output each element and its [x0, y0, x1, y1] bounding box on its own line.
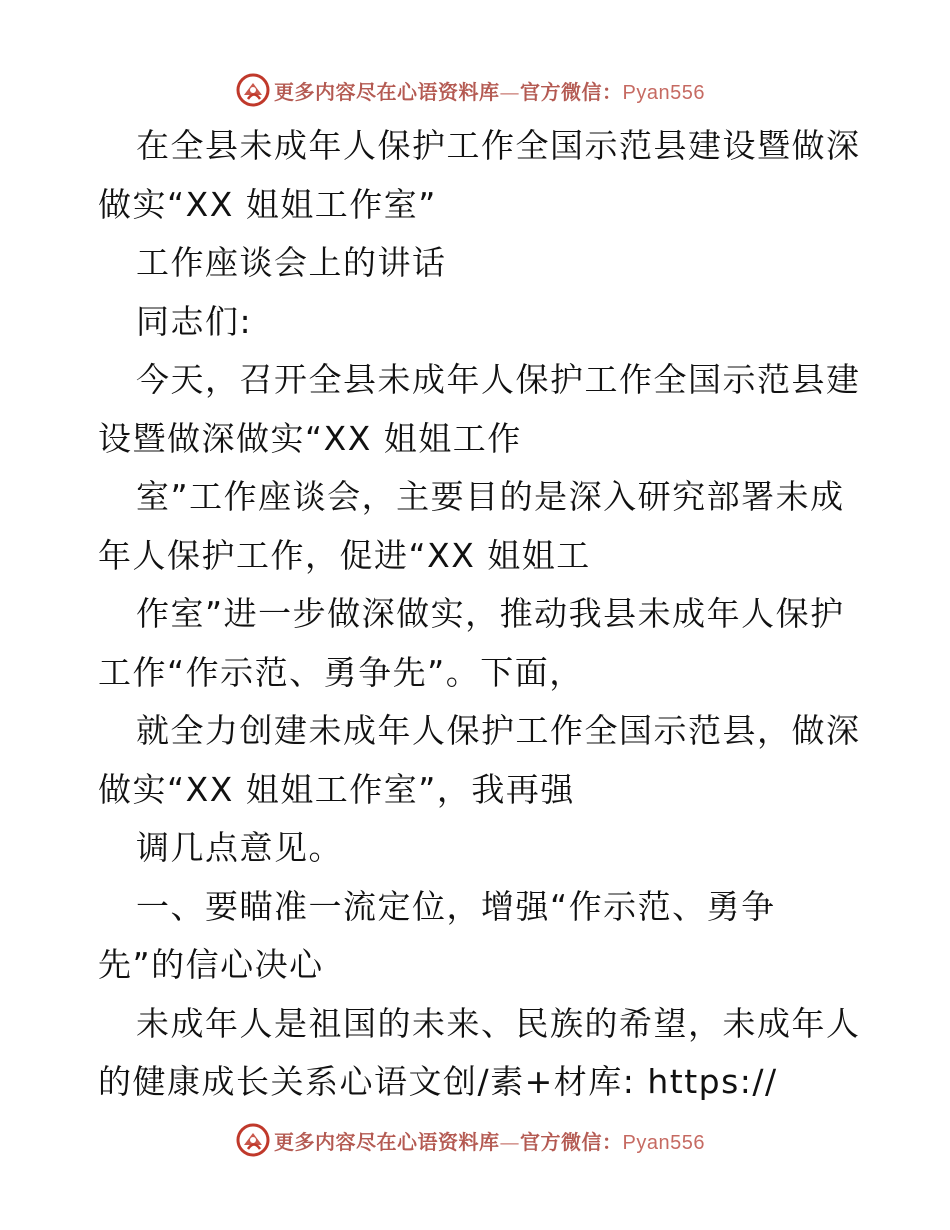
title-line-3: 工作座谈会上的讲话 [136, 243, 447, 282]
book-logo-icon [236, 73, 270, 107]
paragraph-line: 今天，召开全县未成年人保护工作全国示范县建 [136, 360, 861, 399]
section-heading-line: 一、要瞄准一流定位，增强“作示范、勇争 [136, 886, 776, 926]
salutation: 同志们: [136, 301, 253, 341]
paragraph-line: 年人保护工作，促进“XX 姐姐工 [98, 535, 591, 575]
header-banner [236, 72, 705, 108]
paragraph-line: 做实“XX 姐姐工作室”，我再强 [98, 769, 575, 809]
footer-banner [236, 1122, 705, 1158]
paragraph-line: 调几点意见。 [136, 828, 343, 867]
book-logo-icon [236, 1123, 270, 1157]
wechat-id: Pyan556 [622, 1131, 705, 1154]
paragraph-line: 设暨做深做实“XX 姐姐工作 [98, 418, 522, 458]
section-heading-line: 先”的信心决心 [98, 945, 324, 984]
paragraph-line: 就全力创建未成年人保护工作全国示范县，做深 [136, 711, 861, 750]
paragraph-line: 室”工作座谈会，主要目的是深入研究部署未成 [136, 477, 845, 516]
document-body [98, 117, 861, 1112]
banner-text: 更多内容尽在心语资料库—官方微信：Pyan556 [274, 1129, 705, 1154]
paragraph-line: 工作“作示范、勇争先”。下面， [98, 652, 584, 692]
title-line-2: 做实“XX 姐姐工作室” [98, 184, 437, 224]
paragraph-line: 作室”进一步做深做实，推动我县未成年人保护 [136, 594, 845, 633]
banner-text: 更多内容尽在心语资料库—官方微信：Pyan556 [274, 79, 705, 104]
title-line-1: 在全县未成年人保护工作全国示范县建设暨做深 [136, 126, 861, 165]
paragraph-line: 未成年人是祖国的未来、民族的希望，未成年人 [136, 1003, 861, 1043]
paragraph-line: 的健康成长关系心语文创/素+材库: https:// [98, 1062, 778, 1101]
wechat-id: Pyan556 [622, 81, 705, 104]
